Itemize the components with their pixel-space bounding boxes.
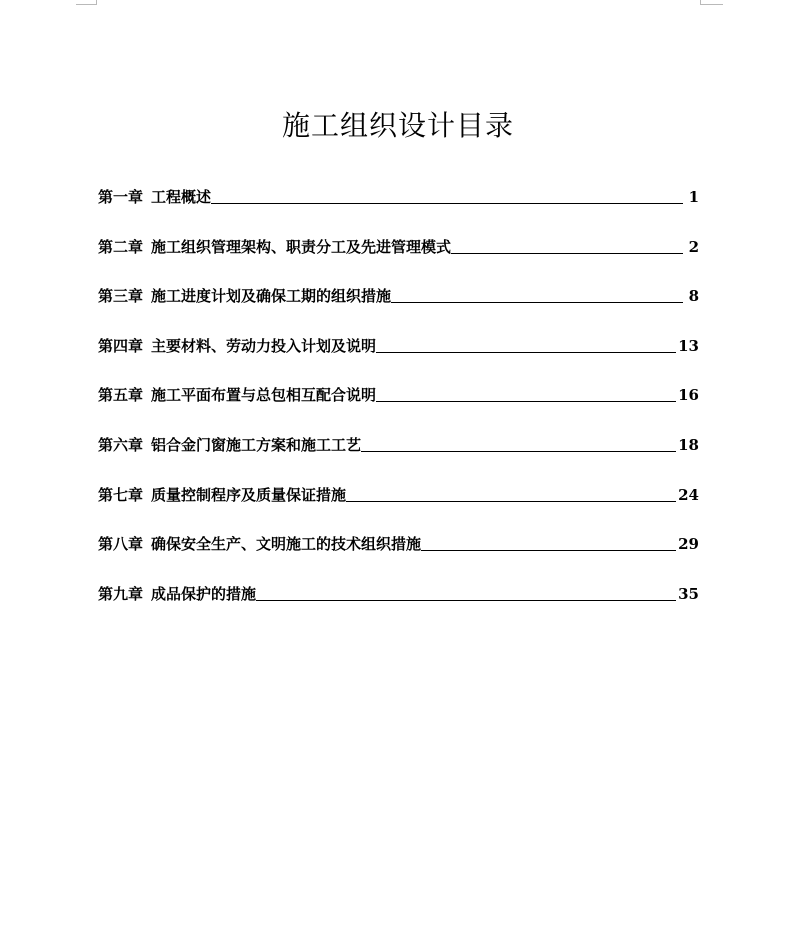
toc-page-number: 18 — [678, 435, 699, 454]
toc-entry-7[interactable] — [98, 481, 699, 505]
toc-chapter-number: 第六章 — [98, 435, 144, 454]
toc-leader-line — [391, 301, 683, 303]
toc-leader-line — [376, 351, 676, 353]
toc-page-number: 35 — [678, 584, 699, 603]
toc-chapter-title: 施工组织管理架构、职责分工及先进管理模式 — [151, 237, 452, 256]
toc-chapter-number: 第三章 — [98, 287, 144, 306]
toc-entry-5[interactable] — [98, 381, 699, 405]
toc-chapter-number: 第五章 — [98, 386, 144, 405]
toc-chapter-title: 铝合金门窗施工方案和施工工艺 — [151, 435, 362, 454]
toc-leader-line — [421, 549, 676, 551]
toc-chapter-number: 第二章 — [98, 237, 144, 256]
toc-entry-3[interactable] — [98, 282, 699, 306]
toc-page-number: 1 — [688, 188, 699, 206]
toc-leader-line — [376, 400, 676, 402]
toc-chapter-number: 第一章 — [98, 188, 144, 206]
toc-chapter-title: 主要材料、劳动力投入计划及说明 — [151, 336, 377, 355]
toc-chapter-number: 第八章 — [98, 535, 144, 554]
toc-chapter-title: 工程概述 — [151, 188, 212, 206]
toc-leader-line — [361, 450, 676, 452]
toc-entry-4[interactable] — [98, 332, 699, 356]
toc-entry-9[interactable] — [98, 580, 699, 604]
toc-chapter-number: 第四章 — [98, 336, 144, 355]
crop-mark-right — [700, 0, 723, 5]
toc-chapter-title: 施工进度计划及确保工期的组织措施 — [151, 287, 392, 306]
toc-chapter-number: 第七章 — [98, 485, 144, 504]
toc-chapter-title: 确保安全生产、文明施工的技术组织措施 — [151, 535, 422, 554]
toc-entry-2[interactable] — [98, 233, 699, 257]
table-of-contents — [98, 183, 699, 629]
toc-page-number: 24 — [678, 485, 699, 504]
toc-chapter-title: 成品保护的措施 — [151, 584, 257, 603]
toc-page-number: 2 — [688, 237, 699, 256]
toc-leader-line — [211, 202, 683, 204]
toc-chapter-title: 质量控制程序及质量保证措施 — [151, 485, 347, 504]
document-title: 施工组织设计目录 — [281, 109, 514, 142]
toc-leader-line — [346, 500, 676, 502]
toc-leader-line — [451, 252, 683, 254]
toc-entry-6[interactable] — [98, 431, 699, 455]
toc-page-number: 16 — [678, 386, 699, 405]
crop-mark-left — [76, 0, 97, 5]
toc-entry-1[interactable] — [98, 183, 699, 207]
toc-leader-line — [256, 599, 676, 601]
toc-chapter-title: 施工平面布置与总包相互配合说明 — [151, 386, 377, 405]
toc-chapter-number: 第九章 — [98, 584, 144, 603]
toc-page-number: 13 — [678, 336, 699, 355]
toc-entry-8[interactable] — [98, 530, 699, 554]
toc-page-number: 29 — [678, 535, 699, 554]
toc-page-number: 8 — [688, 287, 699, 306]
